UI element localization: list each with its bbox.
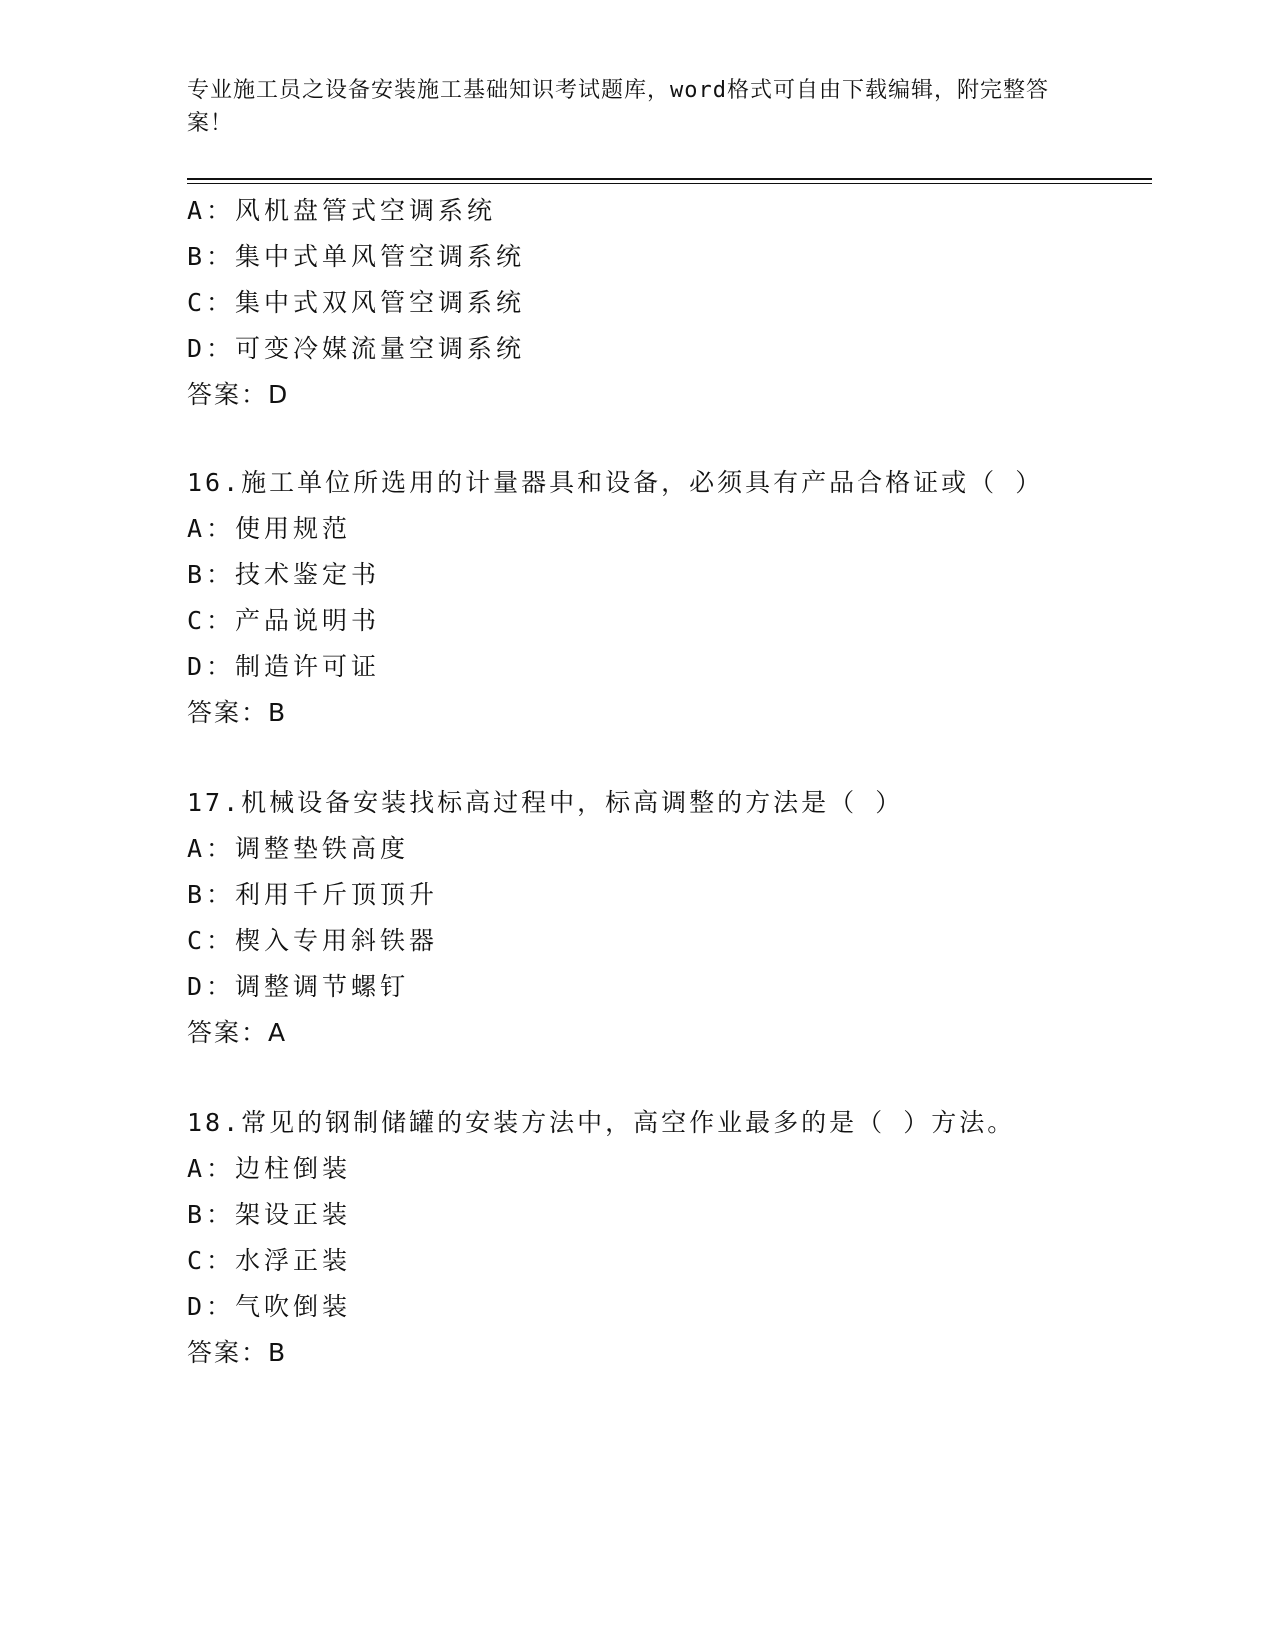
option-a: A：使用规范 — [187, 514, 352, 543]
option-c: C：水浮正装 — [187, 1246, 352, 1275]
answer-line: 答案：B — [187, 1338, 288, 1367]
question-text: 17.机械设备安装找标高过程中，标高调整的方法是（ ） — [187, 788, 904, 817]
question-block-18 — [187, 1100, 1137, 1376]
question-block-17 — [187, 780, 1137, 1056]
question-text: 18.常见的钢制储罐的安装方法中，高空作业最多的是（ ）方法。 — [187, 1108, 1016, 1137]
option-c: C：楔入专用斜铁器 — [187, 926, 439, 955]
header-divider-thick — [187, 178, 1152, 180]
option-d: D：调整调节螺钉 — [187, 972, 410, 1001]
answer-line: 答案：B — [187, 698, 288, 727]
option-b: B：集中式单风管空调系统 — [187, 242, 526, 271]
option-a: A：风机盘管式空调系统 — [187, 196, 497, 225]
document-header: 专业施工员之设备安装施工基础知识考试题库，word格式可自由下载编辑，附完整答案！ — [187, 78, 1049, 136]
option-a: A：边柱倒装 — [187, 1154, 352, 1183]
option-a: A：调整垫铁高度 — [187, 834, 410, 863]
option-b: B：架设正装 — [187, 1200, 352, 1229]
option-c: C：集中式双风管空调系统 — [187, 288, 526, 317]
option-b: B：技术鉴定书 — [187, 560, 381, 589]
question-block-15 — [187, 188, 1137, 418]
option-d: D：气吹倒装 — [187, 1292, 352, 1321]
answer-line: 答案：D — [187, 380, 290, 409]
option-d: D：可变冷媒流量空调系统 — [187, 334, 526, 363]
question-block-16 — [187, 460, 1137, 736]
question-text: 16.施工单位所选用的计量器具和设备，必须具有产品合格证或（ ） — [187, 468, 1044, 497]
option-c: C：产品说明书 — [187, 606, 381, 635]
option-d: D：制造许可证 — [187, 652, 381, 681]
option-b: B：利用千斤顶顶升 — [187, 880, 439, 909]
answer-line: 答案：A — [187, 1018, 288, 1047]
header-divider-thin — [187, 183, 1152, 184]
